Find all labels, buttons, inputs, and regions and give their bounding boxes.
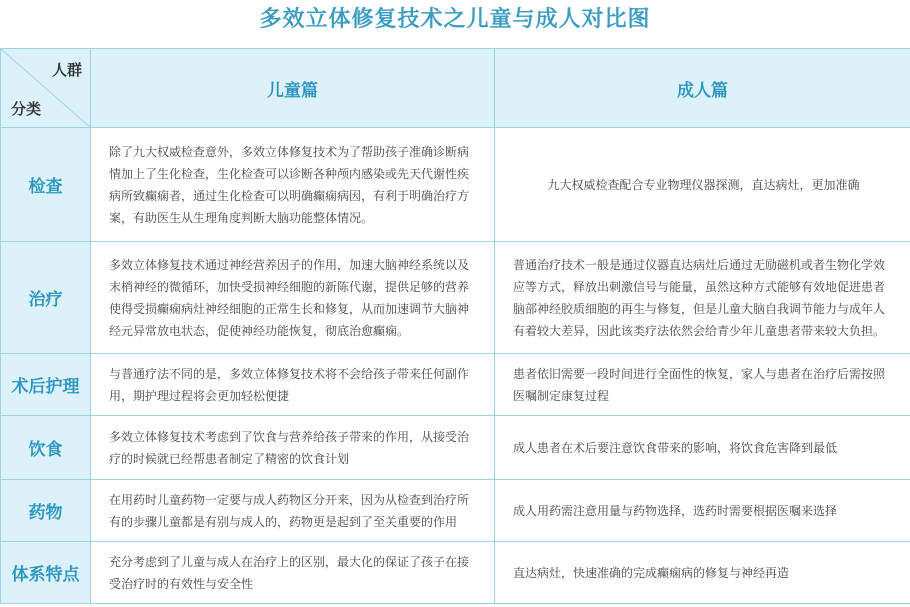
adult-cell-aftercare: 患者依旧需要一段时间进行全面性的恢复，家人与患者在治疗后需按照医嘱制定康复过程 xyxy=(495,354,910,416)
column-header-adult: 成人篇 xyxy=(495,49,910,128)
child-cell-medicine: 在用药时儿童药物一定要与成人药物区分开来，因为从检查到治疗所有的步骤儿童都是有别与成人的，药物更是起到了至关重要的作用 xyxy=(91,480,495,542)
row-header-treatment: 治疗 xyxy=(1,242,91,354)
row-header-aftercare: 术后护理 xyxy=(1,354,91,416)
corner-cell xyxy=(1,49,91,128)
corner-label-population: 人群 xyxy=(51,61,82,79)
comparison-table xyxy=(0,48,910,604)
row-header-diet: 饮食 xyxy=(1,416,91,480)
table-row xyxy=(1,354,910,416)
row-header-exam: 检查 xyxy=(1,128,91,242)
page-title: 多效立体修复技术之儿童与成人对比图 xyxy=(259,7,651,32)
table-row xyxy=(1,542,910,604)
adult-cell-system-features: 直达病灶，快速准确的完成癫痫病的修复与神经再造 xyxy=(495,542,910,604)
table-row xyxy=(1,128,910,242)
child-cell-diet: 多效立体修复技术考虑到了饮食与营养给孩子带来的作用，从接受治疗的时候就已经帮患者制定了精密的饮食计划 xyxy=(91,416,495,480)
child-cell-aftercare: 与普通疗法不同的是，多效立体修复技术将不会给孩子带来任何副作用，期护理过程将会更加轻松便捷 xyxy=(91,354,495,416)
child-cell-treatment: 多效立体修复技术通过神经营养因子的作用，加速大脑神经系统以及末梢神经的微循环，加快受损神经细胞的新陈代谢，提供足够的营养使得受损癫痫病灶神经细胞的正常生长和修复，从而加速调节大脑神经元异常放电状态，促使神经功能恢复，彻底治愈癫痫。 xyxy=(91,242,495,354)
adult-cell-exam: 九大权威检查配合专业物理仪器探测，直达病灶，更加准确 xyxy=(495,128,910,242)
corner-label-category: 分类 xyxy=(11,100,42,118)
table-header-row xyxy=(1,49,910,128)
table-row xyxy=(1,480,910,542)
child-cell-system-features: 充分考虑到了儿童与成人在治疗上的区别，最大化的保证了孩子在接受治疗时的有效性与安全性 xyxy=(91,542,495,604)
child-cell-exam: 除了九大权威检查意外，多效立体修复技术为了帮助孩子准确诊断病情加上了生化检查，生化检查可以诊断各种颅内感染或先天代谢性疾病所致癫痫者，通过生化检查可以明确癫痫病因，有利于明确治疗方案，有助医生从生理角度判断大脑功能整体情况。 xyxy=(91,128,495,242)
row-header-medicine: 药物 xyxy=(1,480,91,542)
table-row xyxy=(1,242,910,354)
column-header-child: 儿童篇 xyxy=(91,49,495,128)
adult-cell-treatment: 普通治疗技术一般是通过仪器直达病灶后通过无励磁机或者生物化学效应等方式，释放出刺激信号与能量，虽然这种方式能够有效地促进患者脑部神经胶质细胞的再生与修复，但是儿童大脑自我调节能力与成年人有着较大差异，因此该类疗法依然会给青少年儿童患者带来较大负担。 xyxy=(495,242,910,354)
adult-cell-medicine: 成人用药需注意用量与药物选择，选药时需要根据医嘱来选择 xyxy=(495,480,910,542)
table-row xyxy=(1,416,910,480)
row-header-system-features: 体系特点 xyxy=(1,542,91,604)
adult-cell-diet: 成人患者在术后要注意饮食带来的影响，将饮食危害降到最低 xyxy=(495,416,910,480)
